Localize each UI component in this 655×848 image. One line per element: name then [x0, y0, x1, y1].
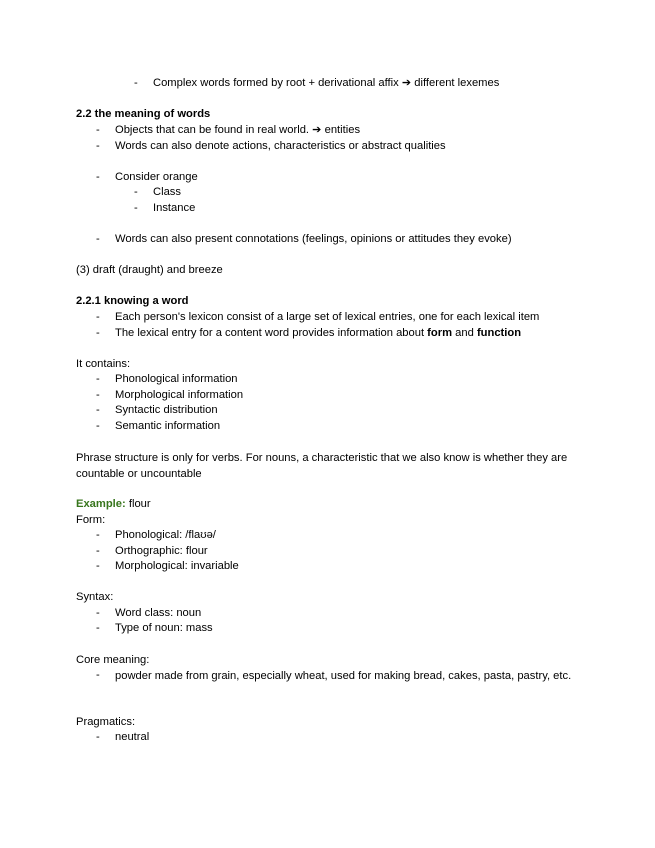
bullet-text: Type of noun: mass: [115, 622, 213, 634]
form-label: Form:: [76, 514, 106, 526]
bullet-dash: -: [96, 233, 100, 245]
bullet-dash: -: [96, 560, 100, 572]
pragmatics-label: Pragmatics:: [76, 716, 136, 728]
bullet-text: Morphological information: [115, 389, 244, 401]
bullet-dash: -: [96, 669, 100, 681]
bullet-text: powder made from grain, especially wheat, used for making bread, cakes, pasta, pastry, etc.: [115, 670, 572, 682]
bullet-dash: -: [96, 404, 100, 416]
bullet-dash: -: [96, 607, 100, 619]
bullet-text: Consider orange: [115, 171, 198, 183]
bullet-dash: -: [96, 327, 100, 339]
bullet-text-and: and: [452, 327, 477, 339]
bullet-text: Word class: noun: [115, 607, 202, 619]
sub-bullet-text: Instance: [153, 202, 196, 214]
example-heading: [76, 497, 151, 512]
bold-form: form: [427, 327, 453, 339]
bullet-text: Phonological: /flaʊə/: [115, 529, 216, 541]
bullet-text: [115, 326, 521, 341]
section-heading: 2.2 the meaning of words: [76, 108, 211, 120]
paragraph: Phrase structure is only for verbs. For nouns, a characteristic that we also know is whether they are countable or uncountable: [76, 452, 568, 480]
bullet-text: Morphological: invariable: [115, 560, 239, 572]
paragraph-label: It contains:: [76, 358, 131, 370]
bullet-dash: -: [96, 622, 100, 634]
example-word: flour: [125, 498, 151, 510]
bullet-dash: -: [134, 77, 138, 89]
bullet-text: Complex words formed by root + derivational affix ➔ different lexemes: [153, 77, 500, 89]
section-heading: 2.2.1 knowing a word: [76, 295, 189, 307]
bullet-dash: -: [96, 171, 100, 183]
sub-bullet-dash: -: [134, 202, 138, 214]
bullet-dash: -: [96, 545, 100, 557]
bullet-text: Objects that can be found in real world. ➔ entities: [115, 124, 361, 136]
bullet-text-pre: The lexical entry for a content word provides information about: [115, 327, 428, 339]
bullet-text: neutral: [115, 731, 150, 743]
bullet-text: Words can also present connotations (feelings, opinions or attitudes they evoke): [115, 233, 512, 245]
bullet-dash: -: [96, 389, 100, 401]
bullet-text: Orthographic: flour: [115, 545, 208, 557]
example-line: (3) draft (draught) and breeze: [76, 264, 223, 276]
syntax-label: Syntax:: [76, 591, 114, 603]
bullet-dash: -: [96, 373, 100, 385]
bullet-text: Each person's lexicon consist of a large set of lexical entries, one for each lexical item: [115, 311, 540, 323]
sub-bullet-dash: -: [134, 186, 138, 198]
bullet-dash: -: [96, 124, 100, 136]
example-label: Example:: [76, 498, 126, 510]
core-meaning-label: Core meaning:: [76, 654, 150, 666]
bullet-dash: -: [96, 311, 100, 323]
bullet-dash: -: [96, 420, 100, 432]
sub-bullet-text: Class: [153, 186, 181, 198]
bullet-text: Semantic information: [115, 420, 221, 432]
bullet-dash: -: [96, 731, 100, 743]
bold-function: function: [476, 327, 522, 339]
bullet-text: Words can also denote actions, characteristics or abstract qualities: [115, 140, 446, 152]
bullet-dash: -: [96, 140, 100, 152]
bullet-text: Phonological information: [115, 373, 238, 385]
bullet-dash: -: [96, 529, 100, 541]
bullet-text: Syntactic distribution: [115, 404, 218, 416]
